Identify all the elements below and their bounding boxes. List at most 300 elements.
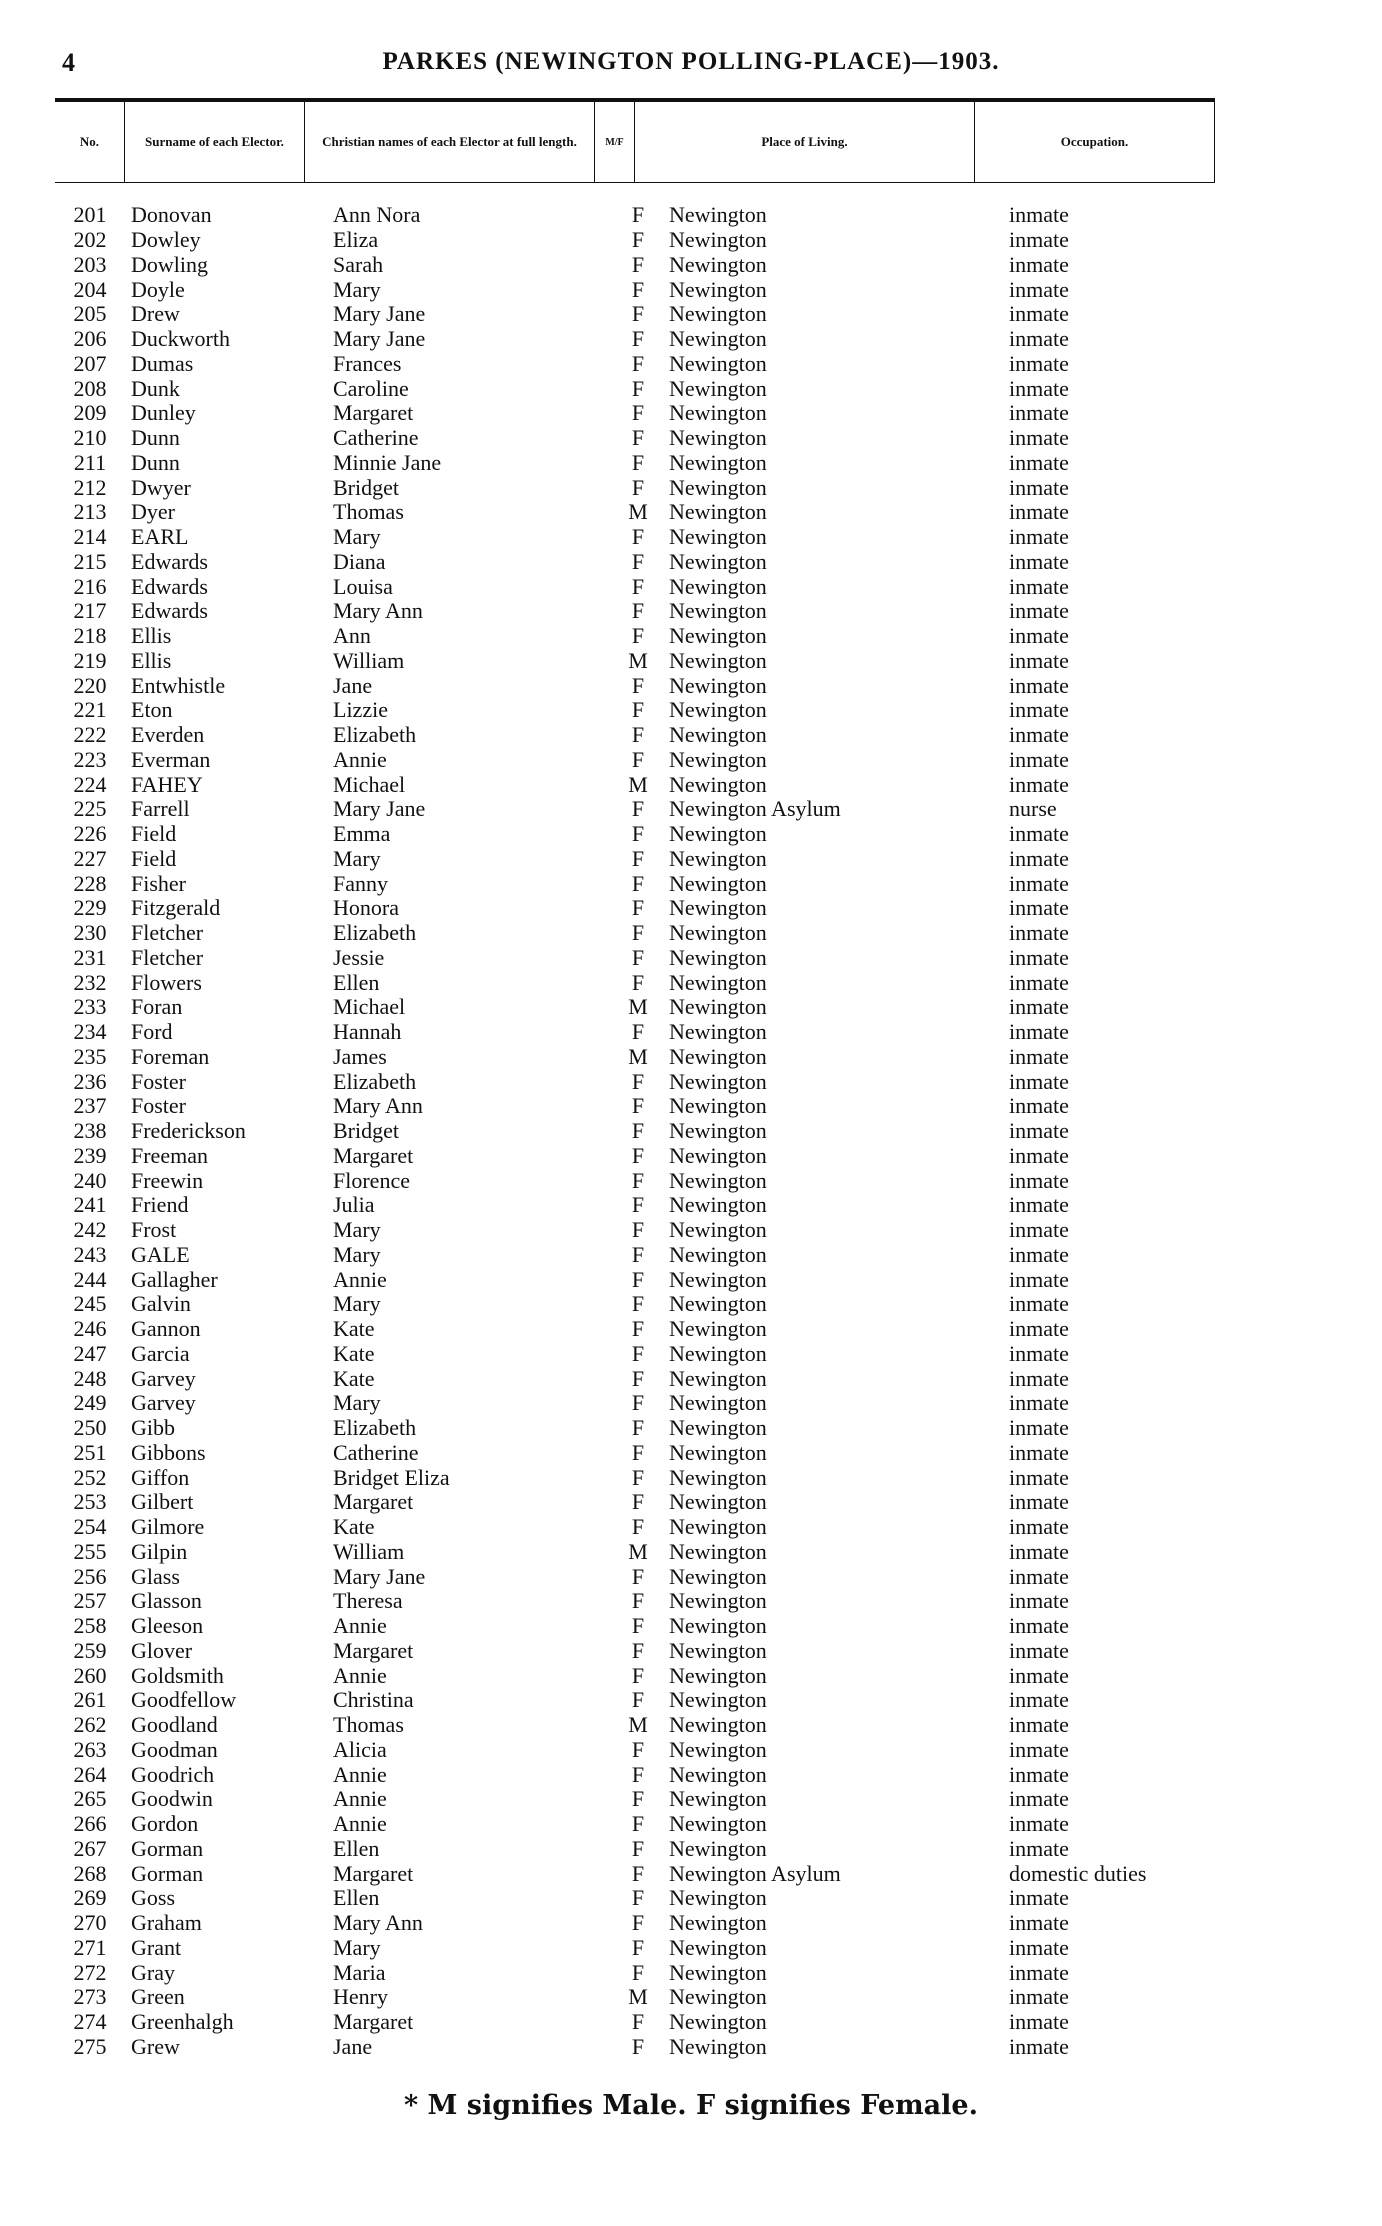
- surname-cell: Garvey: [131, 1390, 196, 1416]
- elector-number-cell: 263: [73, 1736, 107, 1762]
- christian-names-cell: Thomas: [333, 499, 404, 525]
- surname-cell: Frost: [131, 1217, 177, 1243]
- christian-names-cell: Kate: [333, 1514, 375, 1540]
- elector-number-cell: 253: [73, 1489, 107, 1515]
- place-of-living-cell: Newington: [669, 1217, 767, 1243]
- column-header-row: [55, 98, 1215, 183]
- elector-number-cell: 205: [73, 301, 107, 327]
- occupation-cell: inmate: [1009, 623, 1069, 649]
- occupation-cell: inmate: [1009, 425, 1069, 451]
- column-header-place: Place of Living.: [635, 102, 975, 182]
- place-of-living-cell: Newington: [669, 1885, 767, 1911]
- table-row: [55, 2035, 1249, 2060]
- table-row: [55, 1515, 1249, 1540]
- occupation-cell: nurse: [1009, 796, 1057, 822]
- table-row: [55, 1317, 1249, 1342]
- sex-cell: F: [631, 697, 645, 723]
- surname-cell: Goodfellow: [131, 1687, 237, 1713]
- christian-names-cell: Ellen: [333, 1885, 380, 1911]
- place-of-living-cell: Newington: [669, 1662, 767, 1688]
- sex-cell: F: [631, 548, 645, 574]
- occupation-cell: inmate: [1009, 944, 1069, 970]
- elector-number-cell: 237: [73, 1093, 107, 1119]
- sex-cell: F: [631, 227, 645, 253]
- sex-cell: F: [631, 301, 645, 327]
- christian-names-cell: Mary: [333, 845, 381, 871]
- sex-cell: F: [631, 251, 645, 277]
- elector-number-cell: 247: [73, 1340, 107, 1366]
- occupation-cell: inmate: [1009, 350, 1069, 376]
- table-row: [55, 1738, 1249, 1763]
- sex-cell: F: [631, 202, 645, 228]
- sex-cell: F: [631, 1662, 645, 1688]
- sex-cell: F: [631, 1687, 645, 1713]
- occupation-cell: inmate: [1009, 1489, 1069, 1515]
- sex-cell: F: [631, 1959, 645, 1985]
- christian-names-cell: Ann: [333, 623, 371, 649]
- elector-number-cell: 275: [73, 2033, 107, 2059]
- table-row: [55, 1639, 1249, 1664]
- electoral-roll-table: [55, 203, 1249, 2059]
- elector-number-cell: 273: [73, 1984, 107, 2010]
- christian-names-cell: Jane: [333, 672, 373, 698]
- elector-number-cell: 258: [73, 1613, 107, 1639]
- sex-cell: F: [631, 746, 645, 772]
- elector-number-cell: 266: [73, 1811, 107, 1837]
- christian-names-cell: Annie: [333, 1613, 387, 1639]
- christian-names-cell: Annie: [333, 1786, 387, 1812]
- occupation-cell: inmate: [1009, 202, 1069, 228]
- elector-number-cell: 250: [73, 1415, 107, 1441]
- place-of-living-cell: Newington: [669, 202, 767, 228]
- surname-cell: Foster: [131, 1093, 186, 1119]
- occupation-cell: inmate: [1009, 449, 1069, 475]
- christian-names-cell: Kate: [333, 1316, 375, 1342]
- table-row: [55, 1094, 1249, 1119]
- occupation-cell: inmate: [1009, 474, 1069, 500]
- table-row: [55, 376, 1249, 401]
- table-row: [55, 624, 1249, 649]
- christian-names-cell: Mary: [333, 1390, 381, 1416]
- place-of-living-cell: Newington: [669, 573, 767, 599]
- table-row: [55, 896, 1249, 921]
- table-row: [55, 673, 1249, 698]
- table-row: [55, 1342, 1249, 1367]
- sex-cell: M: [628, 1043, 648, 1069]
- place-of-living-cell: Newington: [669, 1192, 767, 1218]
- occupation-cell: inmate: [1009, 1390, 1069, 1416]
- christian-names-cell: Honora: [333, 895, 399, 921]
- occupation-cell: inmate: [1009, 400, 1069, 426]
- occupation-cell: inmate: [1009, 1241, 1069, 1267]
- christian-names-cell: Mary: [333, 1241, 381, 1267]
- place-of-living-cell: Newington: [669, 474, 767, 500]
- elector-number-cell: 210: [73, 425, 107, 451]
- sex-cell: F: [631, 1340, 645, 1366]
- elector-number-cell: 267: [73, 1835, 107, 1861]
- sex-cell: F: [631, 474, 645, 500]
- christian-names-cell: Annie: [333, 1266, 387, 1292]
- place-of-living-cell: Newington: [669, 1588, 767, 1614]
- table-row: [55, 723, 1249, 748]
- surname-cell: Flowers: [131, 969, 202, 995]
- table-row: [55, 1837, 1249, 1862]
- occupation-cell: inmate: [1009, 1761, 1069, 1787]
- place-of-living-cell: Newington: [669, 276, 767, 302]
- place-of-living-cell: Newington: [669, 1415, 767, 1441]
- table-row: [55, 1886, 1249, 1911]
- sex-cell: M: [628, 1538, 648, 1564]
- occupation-cell: inmate: [1009, 895, 1069, 921]
- place-of-living-cell: Newington: [669, 1712, 767, 1738]
- elector-number-cell: 213: [73, 499, 107, 525]
- sex-cell: F: [631, 1464, 645, 1490]
- christian-names-cell: Hannah: [333, 1019, 402, 1045]
- sex-cell: F: [631, 920, 645, 946]
- occupation-cell: inmate: [1009, 1687, 1069, 1713]
- place-of-living-cell: Newington: [669, 2033, 767, 2059]
- sex-cell: M: [628, 771, 648, 797]
- sex-cell: F: [631, 400, 645, 426]
- surname-cell: GALE: [131, 1241, 190, 1267]
- occupation-cell: inmate: [1009, 1167, 1069, 1193]
- table-row: [55, 1243, 1249, 1268]
- table-row: [55, 1490, 1249, 1515]
- sex-cell: F: [631, 1217, 645, 1243]
- elector-number-cell: 235: [73, 1043, 107, 1069]
- occupation-cell: inmate: [1009, 1613, 1069, 1639]
- page-number: 4: [62, 48, 75, 77]
- elector-number-cell: 256: [73, 1563, 107, 1589]
- christian-names-cell: Florence: [333, 1167, 410, 1193]
- surname-cell: Gibb: [131, 1415, 175, 1441]
- place-of-living-cell: Newington: [669, 598, 767, 624]
- table-row: [55, 1688, 1249, 1713]
- surname-cell: Ellis: [131, 647, 172, 673]
- occupation-cell: inmate: [1009, 1637, 1069, 1663]
- table-row: [55, 1911, 1249, 1936]
- surname-cell: Giffon: [131, 1464, 190, 1490]
- christian-names-cell: Maria: [333, 1959, 386, 1985]
- surname-cell: Dowling: [131, 251, 208, 277]
- surname-cell: Drew: [131, 301, 180, 327]
- occupation-cell: inmate: [1009, 1192, 1069, 1218]
- sex-cell: F: [631, 1390, 645, 1416]
- sex-cell: F: [631, 1241, 645, 1267]
- occupation-cell: inmate: [1009, 524, 1069, 550]
- sex-cell: F: [631, 1068, 645, 1094]
- sex-cell: F: [631, 1637, 645, 1663]
- surname-cell: Fletcher: [131, 944, 204, 970]
- christian-names-cell: Mary: [333, 276, 381, 302]
- place-of-living-cell: Newington: [669, 350, 767, 376]
- occupation-cell: inmate: [1009, 573, 1069, 599]
- sex-cell: F: [631, 524, 645, 550]
- elector-number-cell: 207: [73, 350, 107, 376]
- occupation-cell: inmate: [1009, 672, 1069, 698]
- elector-number-cell: 244: [73, 1266, 107, 1292]
- place-of-living-cell: Newington: [669, 845, 767, 871]
- sex-cell: F: [631, 1142, 645, 1168]
- surname-cell: Fitzgerald: [131, 895, 221, 921]
- christian-names-cell: William: [333, 1538, 405, 1564]
- surname-cell: Goodwin: [131, 1786, 213, 1812]
- table-row: [55, 946, 1249, 971]
- place-of-living-cell: Newington: [669, 1786, 767, 1812]
- sex-cell: F: [631, 1910, 645, 1936]
- occupation-cell: inmate: [1009, 1415, 1069, 1441]
- table-row: [55, 847, 1249, 872]
- table-row: [55, 1391, 1249, 1416]
- table-row: [55, 574, 1249, 599]
- place-of-living-cell: Newington: [669, 994, 767, 1020]
- occupation-cell: inmate: [1009, 1365, 1069, 1391]
- place-of-living-cell: Newington: [669, 1613, 767, 1639]
- christian-names-cell: Michael: [333, 994, 406, 1020]
- occupation-cell: inmate: [1009, 969, 1069, 995]
- surname-cell: Eton: [131, 697, 173, 723]
- occupation-cell: inmate: [1009, 1984, 1069, 2010]
- elector-number-cell: 206: [73, 326, 107, 352]
- sex-cell: F: [631, 1167, 645, 1193]
- table-row: [55, 203, 1249, 228]
- occupation-cell: inmate: [1009, 251, 1069, 277]
- surname-cell: EARL: [131, 524, 189, 550]
- elector-number-cell: 226: [73, 821, 107, 847]
- elector-number-cell: 242: [73, 1217, 107, 1243]
- place-of-living-cell: Newington: [669, 697, 767, 723]
- sex-cell: F: [631, 1266, 645, 1292]
- place-of-living-cell: Newington: [669, 1390, 767, 1416]
- elector-number-cell: 229: [73, 895, 107, 921]
- elector-number-cell: 254: [73, 1514, 107, 1540]
- christian-names-cell: Annie: [333, 1662, 387, 1688]
- table-row: [55, 1193, 1249, 1218]
- elector-number-cell: 245: [73, 1291, 107, 1317]
- surname-cell: Ford: [131, 1019, 173, 1045]
- occupation-cell: inmate: [1009, 870, 1069, 896]
- sex-cell: F: [631, 1860, 645, 1886]
- surname-cell: Garvey: [131, 1365, 196, 1391]
- occupation-cell: inmate: [1009, 548, 1069, 574]
- elector-number-cell: 252: [73, 1464, 107, 1490]
- elector-number-cell: 246: [73, 1316, 107, 1342]
- table-row: [55, 525, 1249, 550]
- christian-names-cell: Catherine: [333, 1439, 419, 1465]
- place-of-living-cell: Newington: [669, 1910, 767, 1936]
- surname-cell: Gorman: [131, 1835, 204, 1861]
- christian-names-cell: Jane: [333, 2033, 373, 2059]
- christian-names-cell: Mary Ann: [333, 1910, 423, 1936]
- surname-cell: Goodrich: [131, 1761, 215, 1787]
- occupation-cell: inmate: [1009, 994, 1069, 1020]
- elector-number-cell: 274: [73, 2009, 107, 2035]
- surname-cell: Foreman: [131, 1043, 210, 1069]
- table-row: [55, 1787, 1249, 1812]
- christian-names-cell: Ellen: [333, 1835, 380, 1861]
- occupation-cell: inmate: [1009, 845, 1069, 871]
- sex-cell: F: [631, 870, 645, 896]
- sex-cell: F: [631, 2009, 645, 2035]
- table-row: [55, 698, 1249, 723]
- place-of-living-cell: Newington: [669, 1563, 767, 1589]
- place-of-living-cell: Newington: [669, 251, 767, 277]
- place-of-living-cell: Newington: [669, 301, 767, 327]
- table-row: [55, 970, 1249, 995]
- place-of-living-cell: Newington: [669, 2009, 767, 2035]
- table-row: [55, 1292, 1249, 1317]
- surname-cell: Grant: [131, 1934, 182, 1960]
- occupation-cell: inmate: [1009, 1068, 1069, 1094]
- christian-names-cell: Annie: [333, 1811, 387, 1837]
- surname-cell: FAHEY: [131, 771, 203, 797]
- elector-number-cell: 243: [73, 1241, 107, 1267]
- occupation-cell: inmate: [1009, 1563, 1069, 1589]
- surname-cell: Grew: [131, 2033, 180, 2059]
- sex-cell: F: [631, 796, 645, 822]
- surname-cell: Gray: [131, 1959, 175, 1985]
- christian-names-cell: Mary: [333, 1291, 381, 1317]
- surname-cell: Green: [131, 1984, 185, 2010]
- christian-names-cell: Mary Jane: [333, 301, 426, 327]
- place-of-living-cell: Newington: [669, 821, 767, 847]
- christian-names-cell: Eliza: [333, 227, 379, 253]
- table-row: [55, 772, 1249, 797]
- elector-number-cell: 268: [73, 1860, 107, 1886]
- elector-number-cell: 265: [73, 1786, 107, 1812]
- elector-number-cell: 222: [73, 722, 107, 748]
- sex-cell: F: [631, 1563, 645, 1589]
- place-of-living-cell: Newington Asylum: [669, 1860, 841, 1886]
- sex-cell: M: [628, 1712, 648, 1738]
- surname-cell: Fisher: [131, 870, 186, 896]
- place-of-living-cell: Newington: [669, 1811, 767, 1837]
- surname-cell: Gilpin: [131, 1538, 188, 1564]
- christian-names-cell: Lizzie: [333, 697, 388, 723]
- surname-cell: Everman: [131, 746, 211, 772]
- place-of-living-cell: Newington: [669, 326, 767, 352]
- place-of-living-cell: Newington: [669, 449, 767, 475]
- surname-cell: Duckworth: [131, 326, 230, 352]
- christian-names-cell: Bridget: [333, 474, 399, 500]
- sex-cell: F: [631, 623, 645, 649]
- sex-cell: F: [631, 969, 645, 995]
- elector-number-cell: 202: [73, 227, 107, 253]
- place-of-living-cell: Newington: [669, 425, 767, 451]
- surname-cell: Gilmore: [131, 1514, 205, 1540]
- place-of-living-cell: Newington: [669, 1365, 767, 1391]
- table-row: [55, 451, 1249, 476]
- christian-names-cell: William: [333, 647, 405, 673]
- sex-cell: F: [631, 598, 645, 624]
- occupation-cell: inmate: [1009, 1118, 1069, 1144]
- place-of-living-cell: Newington: [669, 1316, 767, 1342]
- sex-cell: F: [631, 944, 645, 970]
- page-title: PARKES (NEWINGTON POLLING-PLACE)—1903.: [382, 48, 1000, 75]
- christian-names-cell: Ann Nora: [333, 202, 421, 228]
- place-of-living-cell: Newington: [669, 1043, 767, 1069]
- place-of-living-cell: Newington: [669, 1736, 767, 1762]
- occupation-cell: inmate: [1009, 1316, 1069, 1342]
- surname-cell: Frederickson: [131, 1118, 246, 1144]
- table-row: [55, 1020, 1249, 1045]
- elector-number-cell: 248: [73, 1365, 107, 1391]
- elector-number-cell: 201: [73, 202, 107, 228]
- occupation-cell: inmate: [1009, 1217, 1069, 1243]
- occupation-cell: inmate: [1009, 1043, 1069, 1069]
- table-row: [55, 352, 1249, 377]
- elector-number-cell: 219: [73, 647, 107, 673]
- occupation-cell: inmate: [1009, 1835, 1069, 1861]
- sex-cell: F: [631, 722, 645, 748]
- elector-number-cell: 232: [73, 969, 107, 995]
- roll-body: [55, 203, 1249, 2059]
- surname-cell: Everden: [131, 722, 205, 748]
- table-row: [55, 1762, 1249, 1787]
- table-row: [55, 426, 1249, 451]
- column-header-sex: M/F: [595, 102, 635, 182]
- table-row: [55, 1614, 1249, 1639]
- occupation-cell: inmate: [1009, 1340, 1069, 1366]
- christian-names-cell: Mary: [333, 1217, 381, 1243]
- christian-names-cell: Kate: [333, 1340, 375, 1366]
- christian-names-cell: Frances: [333, 350, 402, 376]
- elector-number-cell: 260: [73, 1662, 107, 1688]
- sex-legend-footnote: * M signifies Male. F signifies Female.: [403, 2090, 979, 2121]
- place-of-living-cell: Newington: [669, 1637, 767, 1663]
- table-row: [55, 1564, 1249, 1589]
- surname-cell: Dunn: [131, 425, 180, 451]
- christian-names-cell: Michael: [333, 771, 406, 797]
- christian-names-cell: Julia: [333, 1192, 375, 1218]
- place-of-living-cell: Newington: [669, 969, 767, 995]
- christian-names-cell: Mary Ann: [333, 1093, 423, 1119]
- elector-number-cell: 233: [73, 994, 107, 1020]
- place-of-living-cell: Newington: [669, 1489, 767, 1515]
- elector-number-cell: 251: [73, 1439, 107, 1465]
- christian-names-cell: Bridget Eliza: [333, 1464, 450, 1490]
- occupation-cell: inmate: [1009, 598, 1069, 624]
- surname-cell: Dunn: [131, 449, 180, 475]
- table-row: [55, 1416, 1249, 1441]
- christian-names-cell: Elizabeth: [333, 722, 417, 748]
- table-row: [55, 1218, 1249, 1243]
- christian-names-cell: Mary Jane: [333, 1563, 426, 1589]
- christian-names-cell: Margaret: [333, 1142, 414, 1168]
- column-header-no: No.: [55, 102, 125, 182]
- sex-cell: F: [631, 1835, 645, 1861]
- table-row: [55, 228, 1249, 253]
- occupation-cell: inmate: [1009, 920, 1069, 946]
- christian-names-cell: Elizabeth: [333, 1415, 417, 1441]
- table-row: [55, 401, 1249, 426]
- surname-cell: Gallagher: [131, 1266, 218, 1292]
- surname-cell: Dumas: [131, 350, 194, 376]
- sex-cell: M: [628, 994, 648, 1020]
- surname-cell: Freeman: [131, 1142, 208, 1168]
- table-row: [55, 1366, 1249, 1391]
- elector-number-cell: 234: [73, 1019, 107, 1045]
- elector-number-cell: 221: [73, 697, 107, 723]
- table-row: [55, 1985, 1249, 2010]
- surname-cell: Glasson: [131, 1588, 202, 1614]
- christian-names-cell: Margaret: [333, 2009, 414, 2035]
- christian-names-cell: Christina: [333, 1687, 414, 1713]
- table-row: [55, 475, 1249, 500]
- christian-names-cell: Sarah: [333, 251, 384, 277]
- sex-cell: F: [631, 1415, 645, 1441]
- christian-names-cell: Caroline: [333, 375, 409, 401]
